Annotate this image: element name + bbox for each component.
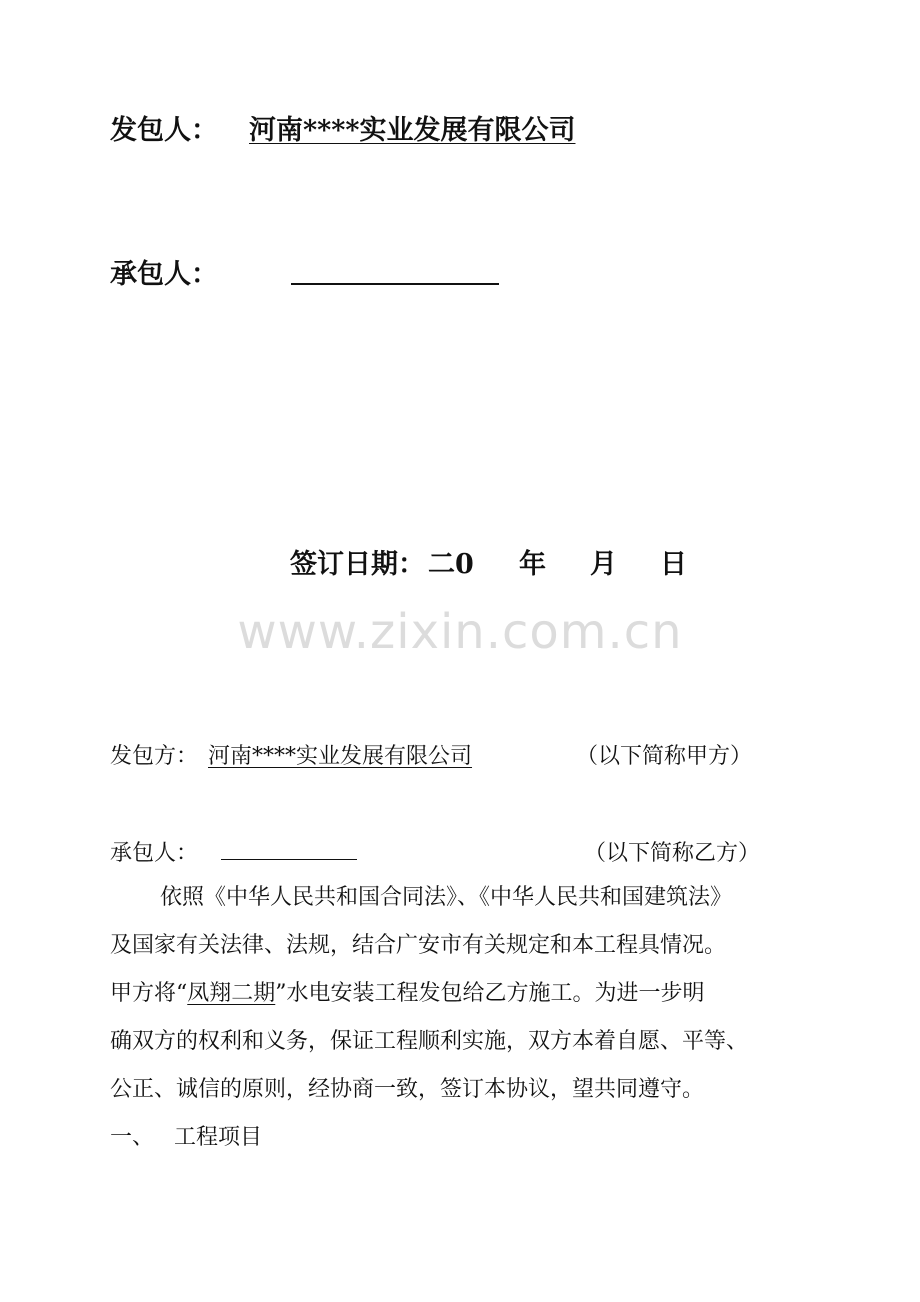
sign-date-year: 年 <box>519 549 546 580</box>
sign-date-prefix: 二0 <box>428 549 474 580</box>
intro-line-1: 依照《中华人民共和国合同法》、《中华人民共和国建筑法》 <box>160 885 733 910</box>
section-1-heading <box>110 1114 822 1162</box>
sign-date-label: 签订日期： <box>290 549 425 580</box>
intro-line-5: 公正、诚信的原则，经协商一致，签订本协议，望共同遵守。 <box>110 1077 705 1102</box>
sign-date-month: 月 <box>590 549 617 580</box>
intro-line-3a: 甲方将“ <box>110 981 188 1006</box>
cover-issuer-name: 河南****实业发展有限公司 <box>249 115 576 146</box>
intro-line-3b: ”水电安装工程发包给乙方施工。为进一步明 <box>275 981 705 1006</box>
intro-paragraph <box>110 874 822 1162</box>
agreement-contractor-label: 承包人： <box>110 841 199 866</box>
project-name: 凤翔二期 <box>187 981 276 1006</box>
agreement-contractor-alias: （以下简称乙方） <box>584 841 761 866</box>
watermark: www.zixin.com.cn <box>237 604 683 660</box>
cover-contractor-blank <box>291 283 499 285</box>
cover-contractor-label: 承包人： <box>110 259 218 290</box>
intro-line-4: 确双方的权利和义务，保证工程顺利实施，双方本着自愿、平等、 <box>110 1029 749 1054</box>
section-1-number: 一、 <box>110 1125 155 1150</box>
intro-line-2: 及国家有关法律、法规，结合广安市有关规定和本工程具情况。 <box>110 933 727 958</box>
section-1-title: 工程项目 <box>174 1125 263 1150</box>
intro-line-3 <box>110 970 822 1018</box>
agreement-contractor-blank <box>221 859 357 860</box>
sign-date-day: 日 <box>660 549 687 580</box>
agreement-issuer-name: 河南****实业发展有限公司 <box>208 744 473 769</box>
cover-issuer-label: 发包人： <box>110 115 218 146</box>
agreement-issuer-alias: （以下简称甲方） <box>576 744 753 769</box>
agreement-issuer-label: 发包方： <box>110 744 199 769</box>
